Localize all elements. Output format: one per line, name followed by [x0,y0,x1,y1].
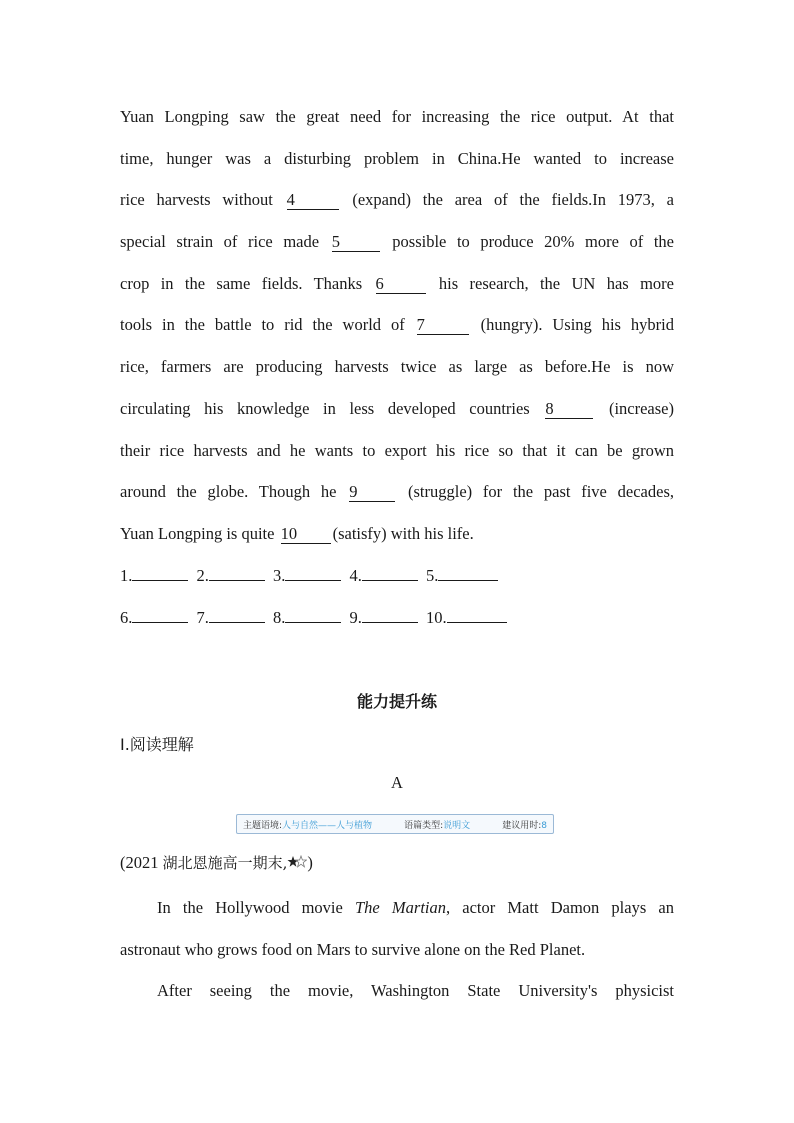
cloze-line: Yuan Longping saw the great need for increasing the rice output. At that [120,107,674,126]
section-title: 能力提升练 [356,692,437,711]
star-icon [287,854,307,868]
cloze-line: their rice harvests and he wants to export his rice so that it can be grown [120,440,674,460]
passage-line: After seeing the movie, Washington State University's physicist [157,981,674,1001]
blank-8[interactable]: 8 [545,400,593,419]
blank-7[interactable]: 7 [417,316,469,335]
blank-6[interactable]: 6 [376,275,426,294]
answer-blank[interactable] [132,566,188,581]
passage-line: astronaut who grows food on Mars to survive alone on the Red Planet. [120,939,586,959]
passage-paragraph [120,970,674,1012]
cloze-paragraph [120,96,674,555]
answer-number: 6. [120,608,133,627]
answer-number: 5. [426,566,439,585]
blank-4[interactable]: 4 [287,191,339,210]
answer-blank[interactable] [132,608,188,623]
passage-line: In the Hollywood movie The Martian, actor Matt Damon plays an [157,898,674,917]
answer-blank[interactable] [285,608,341,623]
info-bar [236,814,554,834]
answer-blank[interactable] [362,608,418,623]
theme-context: 主题语境:人与自然——人与植物 [243,820,373,831]
answer-number: 8. [273,608,286,627]
answer-number: 2. [196,566,209,585]
answer-number: 9. [349,608,362,627]
answer-number: 3. [273,566,286,585]
cloze-line: rice harvests without 4 (expand) the area of the fields.In 1973, a [120,190,674,210]
subsection-heading: Ⅰ.阅读理解 [120,735,194,754]
answer-blank[interactable] [209,608,265,623]
cloze-line: around the globe. Though he 9 (struggle) for the past five decades, [120,482,674,502]
answer-number: 1. [120,566,133,585]
answer-blank[interactable] [285,566,341,581]
answer-blank[interactable] [209,566,265,581]
answer-row [120,566,502,586]
answer-blank[interactable] [438,566,498,581]
cloze-line: rice, farmers are producing harvests twice as large as before.He is now [120,357,674,377]
answer-blank[interactable] [362,566,418,581]
blank-10[interactable]: 10 [281,525,331,544]
answer-blank[interactable] [447,608,507,623]
blank-5[interactable]: 5 [332,233,380,252]
cloze-line: crop in the same fields. Thanks 6 his research, the UN has more [120,273,674,293]
blank-9[interactable]: 9 [349,483,395,502]
cloze-line: Yuan Longping is quite 10 (satisfy) with his life. [120,523,474,543]
answer-number: 4. [349,566,362,585]
genre-type: 语篇类型:说明文 [404,820,471,831]
cloze-line: tools in the battle to rid the world of 7 (hungry). Using his hybrid [120,315,674,335]
answer-row [120,608,511,628]
source-citation: (2021 湖北恩施高一期末, ) [120,853,313,872]
cloze-line: circulating his knowledge in less developed countries 8 (increase) [120,398,674,418]
answer-number: 7. [196,608,209,627]
cloze-line: time, hunger was a disturbing problem in China.He wanted to increase [120,148,674,168]
passage-paragraph [120,929,674,971]
movie-title: The Martian [355,898,446,917]
answer-number: 10. [426,608,447,627]
passage-paragraph [120,887,674,929]
passage-letter: A [391,773,403,792]
suggested-time: 建议用时:8 [502,820,547,831]
cloze-line: special strain of rice made 5 possible to produce 20% more of the [120,232,675,252]
